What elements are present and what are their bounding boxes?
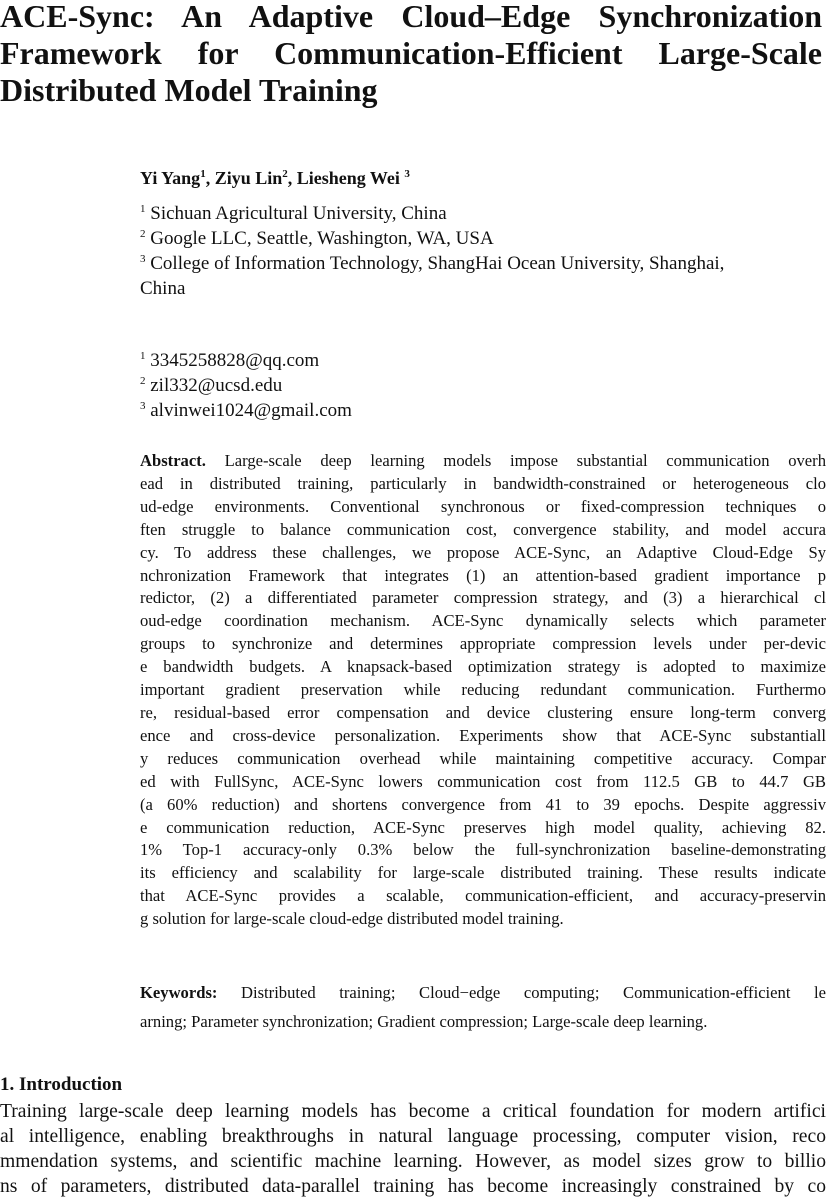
abstract-line: e bandwidth budgets. A knapsack-based optimization strategy is adopted to maximize (140, 657, 826, 677)
keywords-line: arning; Parameter synchronization; Gradient compression; Large-scale deep learning. (140, 1012, 708, 1031)
email-list (140, 348, 352, 423)
author-separator: , (205, 168, 215, 188)
abstract-label: Abstract. (140, 451, 206, 470)
body-line: Training large-scale deep learning models has become a critical foundation for modern artifici (0, 1101, 826, 1122)
affiliation (140, 226, 826, 251)
email-mark: 1 (140, 350, 146, 362)
abstract-line: groups to synchronize and determines appropriate compression levels under per-devic (140, 634, 826, 654)
abstract (140, 450, 826, 931)
abstract-line: that ACE-Sync provides a scalable, communication-efficient, and accuracy-preservin (140, 886, 826, 906)
abstract-line: important gradient preservation while reducing redundant communication. Furthermo (140, 680, 826, 700)
keywords (140, 978, 826, 1036)
body-line: ns of parameters, distributed data-parallel training has become increasingly constrained by co (0, 1176, 826, 1197)
email-address: alvinwei1024@gmail.com (145, 400, 352, 421)
affil-text: Sichuan Agricultural University, China (145, 203, 447, 224)
introduction-body (0, 1099, 826, 1199)
affil-text: China (140, 278, 186, 299)
keywords-line (140, 978, 826, 1007)
abstract-line: ence and cross-device personalization. Experiments show that ACE-Sync substantiall (140, 725, 826, 745)
keywords-label: Keywords: (140, 983, 218, 1002)
abstract-line: e communication reduction, ACE-Sync preserves high model quality, achieving 82. (140, 817, 826, 837)
abstract-line: cy. To address these challenges, we propose ACE-Sync, an Adaptive Cloud-Edge Sy (140, 542, 826, 562)
affil-mark: 3 (140, 253, 146, 265)
abstract-line (140, 450, 826, 473)
abstract-line: re, residual-based error compensation and device clustering ensure long-term converg (140, 702, 826, 722)
abstract-line: oud-edge coordination mechanism. ACE-Sync dynamically selects which parameter (140, 611, 826, 631)
affil-text: Google LLC, Seattle, Washington, WA, USA (145, 228, 494, 249)
email-entry (140, 348, 352, 373)
affil-text: College of Information Technology, ShangHai Ocean University, Shanghai, (145, 253, 725, 274)
body-line: al intelligence, enabling breakthroughs in natural language processing, computer vision, reco (0, 1126, 826, 1147)
abstract-line: redictor, (2) a differentiated parameter compression strategy, and (3) a hierarchical cl (140, 588, 826, 608)
section-heading: 1. Introduction (0, 1074, 123, 1095)
email-entry (140, 373, 352, 398)
paper-title (0, 0, 822, 109)
affiliation (140, 251, 826, 276)
affiliations (140, 201, 826, 301)
body-line: mmendation systems, and scientific machine learning. However, as model sizes grow to billio (0, 1151, 826, 1172)
email-mark: 2 (140, 375, 146, 387)
title-line: Distributed Model Training (0, 72, 378, 108)
abstract-line: ed with FullSync, ACE-Sync lowers communication cost from 112.5 GB to 44.7 GB (140, 771, 826, 791)
abstract-line: g solution for large-scale cloud-edge distributed model training. (140, 909, 564, 929)
email-address: 3345258828@qq.com (145, 350, 320, 371)
author-affil-mark: 3 (404, 168, 410, 180)
author-affil-mark: 1 (200, 168, 206, 180)
author-name: Yi Yang (140, 168, 201, 188)
abstract-line: 1% Top-1 accuracy-only 0.3% below the full-synchronization baseline-demonstrating (140, 840, 826, 860)
abstract-line: ften struggle to balance communication cost, convergence stability, and model accura (140, 519, 826, 539)
email-entry (140, 398, 352, 423)
author-separator: , (287, 168, 297, 188)
abstract-text: Large-scale deep learning models impose substantial communication overh (205, 451, 826, 470)
title-line: ACE-Sync: An Adaptive Cloud–Edge Synchronization (0, 0, 822, 34)
email-mark: 3 (140, 400, 146, 412)
keywords-text: Distributed training; Cloud−edge computing; Communication-efficient le (217, 983, 826, 1002)
author-name: Liesheng Wei (296, 168, 405, 188)
abstract-line: its efficiency and scalability for large-scale distributed training. These results indicate (140, 863, 826, 883)
abstract-line: y reduces communication overhead while maintaining competitive accuracy. Compar (140, 748, 826, 768)
affiliation (140, 276, 826, 301)
affiliation (140, 201, 826, 226)
abstract-line: ead in distributed training, particularly in bandwidth-constrained or heterogeneous clo (140, 473, 826, 493)
affil-mark: 1 (140, 203, 146, 215)
title-line: Framework for Communication-Efficient Large-Scale (0, 35, 822, 71)
abstract-line: (a 60% reduction) and shortens convergence from 41 to 39 epochs. Despite aggressiv (140, 794, 826, 814)
author-affil-mark: 2 (282, 168, 288, 180)
author-name: Ziyu Lin (214, 168, 283, 188)
affil-mark: 2 (140, 228, 146, 240)
abstract-line: nchronization Framework that integrates (1) an attention-based gradient importance p (140, 565, 826, 585)
author-list (140, 168, 410, 189)
abstract-line: ud-edge environments. Conventional synchronous or fixed-compression techniques o (140, 496, 826, 516)
email-address: zil332@ucsd.edu (145, 375, 283, 396)
